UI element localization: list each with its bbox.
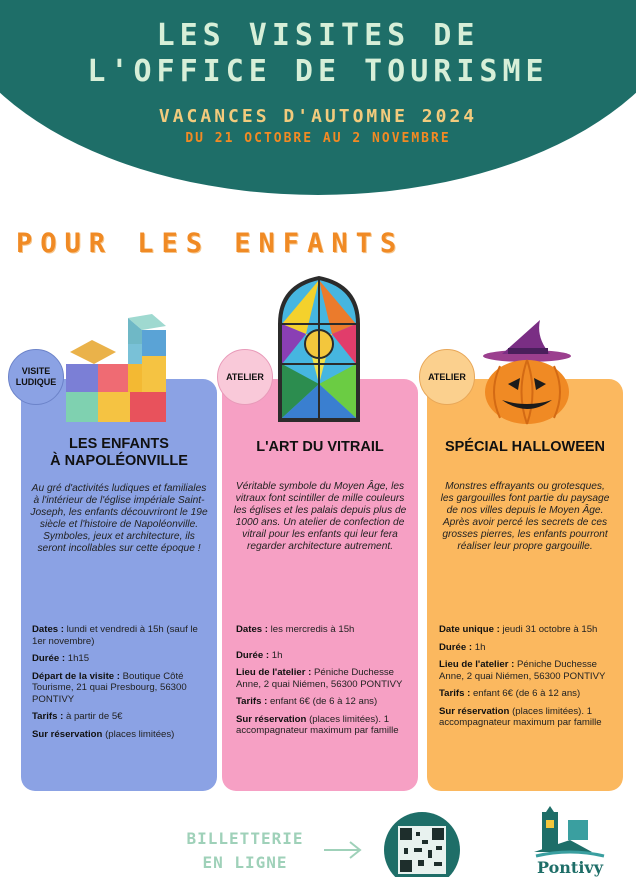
badge-visite-ludique: VISITE LUDIQUE (8, 349, 64, 405)
header-title-line2: L'OFFICE DE TOURISME (87, 54, 549, 89)
qr-code[interactable] (384, 812, 460, 877)
card-halloween (427, 379, 623, 791)
card-title: LES ENFANTS À NAPOLÉONVILLE (50, 436, 188, 469)
badge-atelier: ATELIER (419, 349, 475, 405)
pumpkin-witch-hat-icon (480, 318, 574, 428)
card-title: L'ART DU VITRAIL (256, 439, 384, 455)
card-vitrail (222, 379, 418, 791)
arrow-right-icon (322, 840, 364, 860)
billetterie-label: BILLETTERIE EN LIGNE (186, 829, 304, 872)
pontivy-logo-text: Pontivy (537, 858, 603, 877)
header-period: VACANCES D'AUTOMNE 2024 (158, 106, 478, 127)
building-blocks-icon (62, 312, 174, 424)
card-napoleonville (21, 379, 217, 791)
card-info: Date unique : jeudi 31 octobre à 15h Durée : 1h Lieu de l'atelier : Péniche Duchesse Anne, 2 quai Niémen, 56300 PONTIVY Tarifs : enfant 6€ (de 6 à 12 ans) Sur réservation (places limitées). 1 accompagnateur maximum par famille (439, 624, 606, 728)
stained-glass-icon (276, 274, 362, 424)
card-description: Au gré d'activités ludiques et familiales à l'intérieur de l'église impériale Saint-Joseph, les enfants découvriront le 19e siècle et l'histoire de Napoléonville. Symboles, jeux et architecture, ils seront incollables sur cette époque ! (30, 483, 208, 554)
card-description: Véritable symbole du Moyen Âge, les vitraux font scintiller de mille couleurs les églises et les palais depuis plus de 1000 ans. Un atelier de confection de vitrail pour les enfants qui leur fera regarder architecture autrement. (233, 481, 407, 552)
section-title: POUR LES ENFANTS (16, 228, 405, 259)
badge-atelier: ATELIER (217, 349, 273, 405)
card-description: Monstres effrayants ou grotesques, les gargouilles font partie du paysage de nos villes depuis le Moyen Âge. Après avoir percé les secrets de ces grosses pierres, les enfants pourront réaliser leur propre gargouille. (440, 481, 610, 552)
card-info: Dates : les mercredis à 15h Durée : 1h Lieu de l'atelier : Péniche Duchesse Anne, 2 quai Niémen, 56300 PONTIVY Tarifs : enfant 6€ (de 6 à 12 ans) Sur réservation (places limitées). 1 accompagnateur maximum par famille (236, 624, 403, 736)
card-info: Dates : lundi et vendredi à 15h (sauf le 1er novembre) Durée : 1h15 Départ de la visite : Boutique Côté Tourisme, 21 quai Presbourg, 56300 PONTIVY Tarifs : à partir de 5€ Sur réservation (places limitées) (32, 624, 198, 740)
card-title: SPÉCIAL HALLOWEEN (444, 439, 606, 455)
header-dates: DU 21 OCTOBRE AU 2 NOVEMBRE (185, 131, 451, 146)
header-title-line1: LES VISITES DE (156, 18, 480, 53)
qr-code-icon (384, 812, 460, 877)
